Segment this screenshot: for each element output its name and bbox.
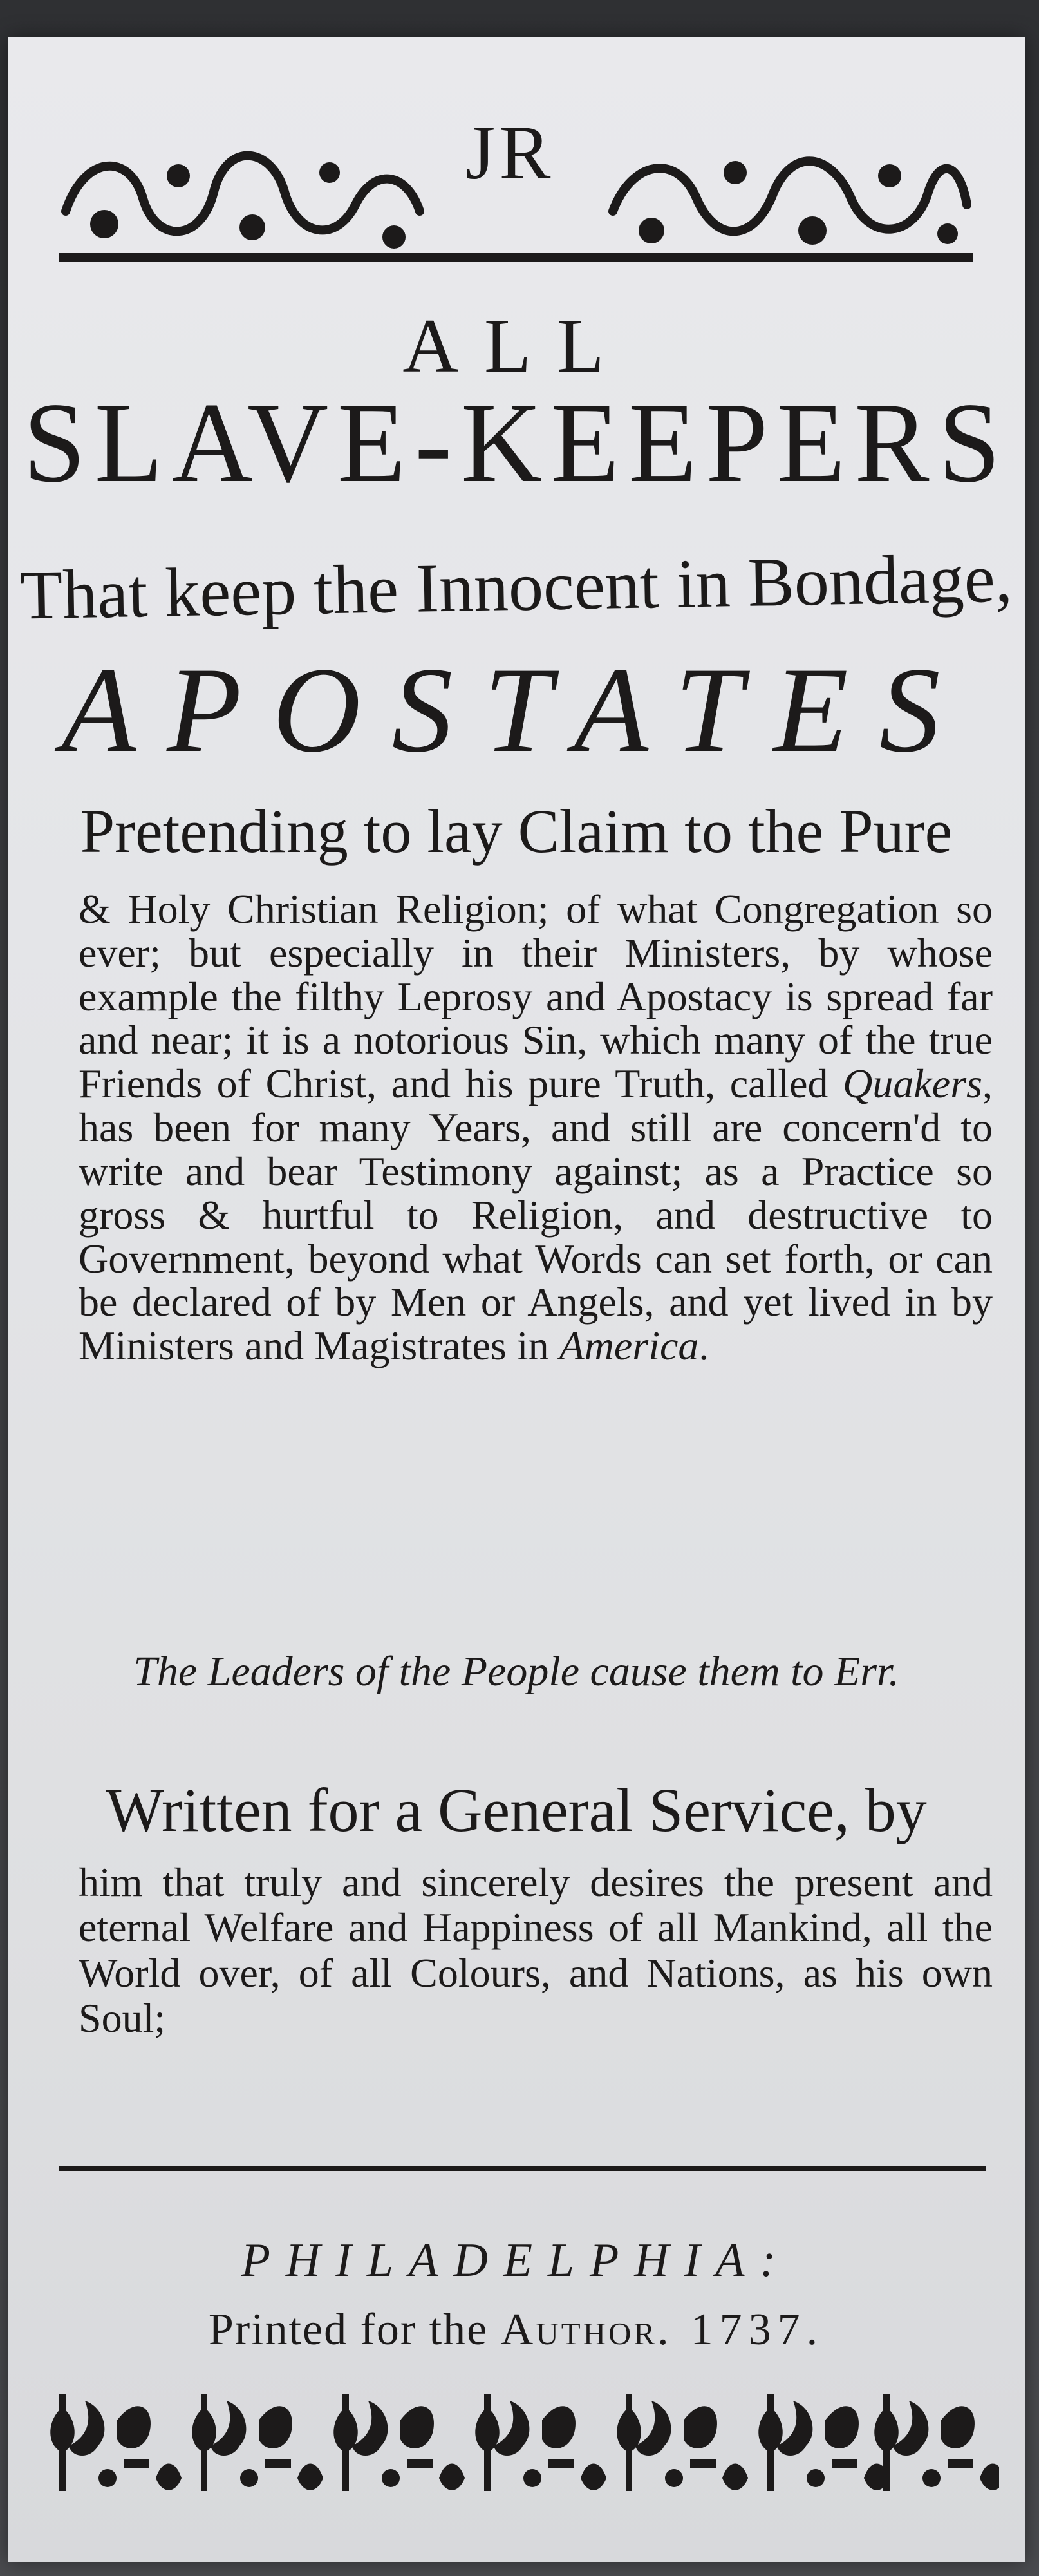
body-text-part-1: & Holy Christian Religion; of what Congregation so ever; but especially in their Ministers, by whose example the filthy Leprosy and Apostacy is spread far and near; it is a notorious Sin, which many of the true Friends of Christ, and his pure Truth, called: [79, 886, 993, 1107]
title-line-apostates: APOSTATES: [61, 643, 971, 778]
imprint-author: Author.: [500, 2305, 671, 2354]
written-heading: Written for a General Service, by: [106, 1776, 927, 1844]
title-line-bondage: That keep the Innocent in Bondage,: [19, 540, 1013, 634]
title-line-slave-keepers: SLAVE-KEEPERS: [23, 379, 1010, 506]
title-line-all: ALL: [402, 303, 630, 388]
motto-line: The Leaders of the People cause them to Err.: [133, 1648, 899, 1695]
written-body: him that truly and sincerely desires the present and eternal Welfare and Happiness of all Mankind, all the World over, of all Colours, and Nations, as his own Soul;: [79, 1859, 993, 2041]
body-word-america: America: [559, 1323, 699, 1369]
body-word-quakers: Quakers: [843, 1061, 982, 1107]
body-text-end: .: [698, 1323, 709, 1369]
bottom-ornament-band: [46, 2382, 999, 2510]
imprint-line: [8, 2304, 1025, 2356]
jr-monogram: JR: [465, 109, 555, 195]
body-text-part-2: , has been for many Years, and still are concern'd to write and bear Testimony against; as a Practice so gross & hurtful to Religion, and destructive to Government, beyond what Words can set forth, or can be declared of by Men or Angels, and yet lived in by Ministers and Magistrates in: [79, 1061, 993, 1369]
body-lead-line: Pretending to lay Claim to the Pure: [80, 797, 953, 866]
imprint-city: PHILADELPHIA:: [241, 2234, 792, 2287]
imprint-printed-for: Printed for the: [208, 2305, 489, 2354]
title-page: [8, 37, 1025, 2562]
body-paragraph: [79, 887, 993, 1368]
horizontal-rule: [59, 2166, 986, 2171]
imprint-year: 1737.: [690, 2305, 825, 2354]
